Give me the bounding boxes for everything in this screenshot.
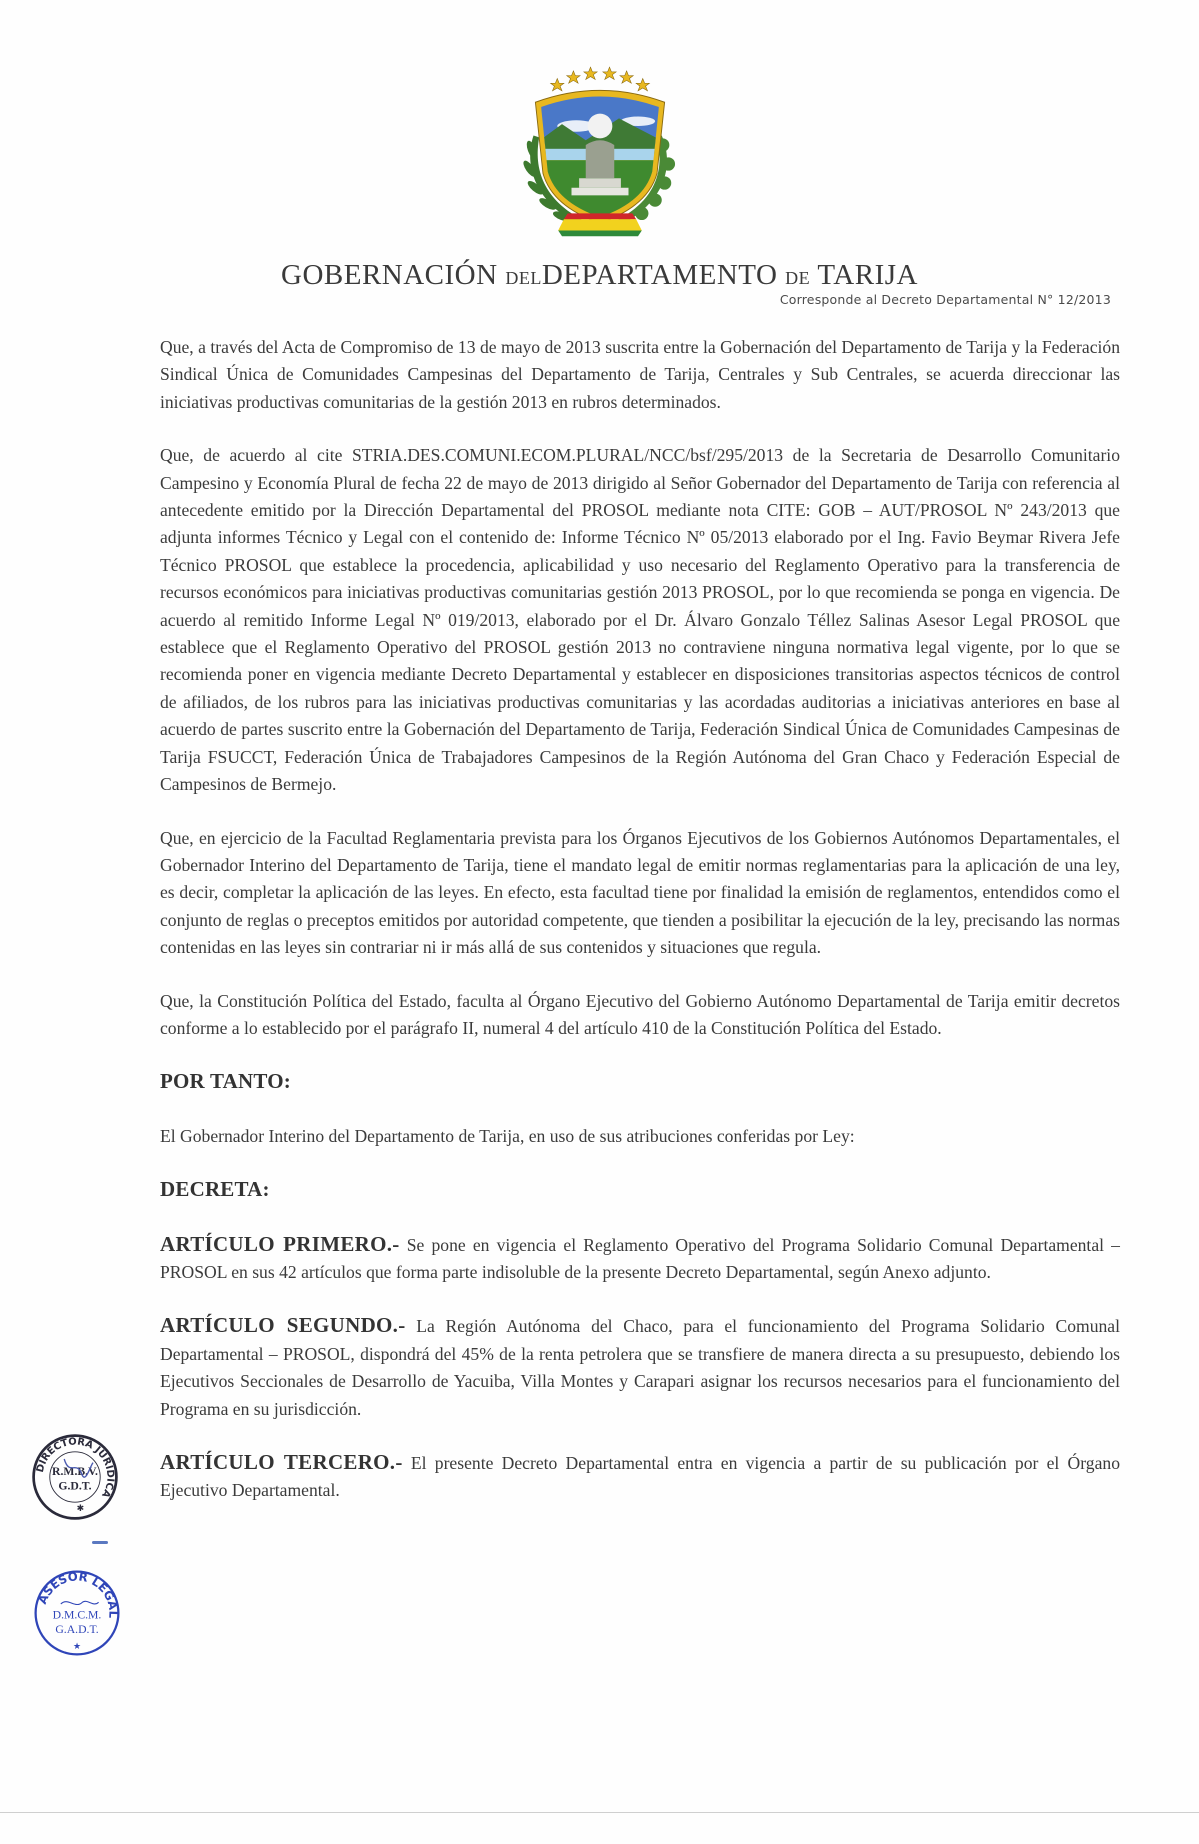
- title-part-2: DEPARTAMENTO: [541, 259, 778, 291]
- decree-reference: Corresponde al Decreto Departamental N° 12/2013: [779, 292, 1111, 307]
- title-part-1: GOBERNACIÓN: [281, 259, 498, 291]
- article-text: El presente Decreto Departamental entra en vigencia a partir de su publicación por el Órgano Ejecutivo Departamental.: [160, 1453, 1120, 1501]
- article-label: ARTÍCULO SEGUNDO.-: [160, 1313, 406, 1338]
- seal-directora-juridica-icon: [30, 1432, 120, 1522]
- article-label: ARTÍCULO PRIMERO.-: [160, 1231, 400, 1256]
- title-small-2: DE: [785, 268, 811, 288]
- article-text: Se pone en vigencia el Reglamento Operativo del Programa Solidario Comunal Departamental – PROSOL en sus 42 artículos que forma parte indisoluble de la presente Decreto Departamental, según Anexo adjunto.: [160, 1234, 1120, 1282]
- seal-asesor-legal-icon: [32, 1568, 122, 1658]
- coat-of-arms-icon: [505, 50, 695, 240]
- stars-icon: [551, 67, 650, 91]
- seal-line-2: G.D.T.: [58, 1479, 92, 1493]
- article-primero: [160, 1231, 1120, 1287]
- seal-line-1: R.M.B.V.: [52, 1465, 98, 1479]
- title-small-1: DEL: [505, 268, 542, 288]
- por-tanto-text: El Gobernador Interino del Departamento de Tarija, en uso de sus atribuciones conferidas por Ley:: [160, 1125, 855, 1146]
- article-label: ARTÍCULO TERCERO.-: [160, 1450, 403, 1474]
- article-segundo: [160, 1312, 1120, 1423]
- ribbon-icon: [558, 213, 642, 236]
- article-tercero: [160, 1449, 1120, 1505]
- page-edge-line: [0, 1812, 1199, 1813]
- seal-line-1: D.M.C.M.: [52, 1608, 102, 1622]
- document-body: [160, 334, 1120, 1531]
- paragraph: Que, a través del Acta de Compromiso de 13 de mayo de 2013 suscrita entre la Gobernación del Departamento de Tarija y la Federación Sindical Única de Comunidades Campesinas del Departamento de Tarija, Centrales y Sub Centrales, se acuerda direccionar las iniciativas productivas comunitarias de la gestión 2013 en rubros determinados.: [160, 337, 1120, 412]
- star-icon: ★: [72, 1641, 82, 1651]
- seal-ring-text: ASESOR LEGAL: [35, 1569, 121, 1619]
- paragraph: Que, de acuerdo al cite STRIA.DES.COMUNI.ECOM.PLURAL/NCC/bsf/295/2013 de la Secretaria de Desarrollo Comunitario Campesino y Economía Plural de fecha 22 de mayo de 2013 dirigido al Señor Gobernador del Departamento de Tarija con referencia al antecedente emitido por la Dirección Departamental del PROSOL mediante nota CITE: GOB – AUT/PROSOL Nº 243/2013 que adjunta informes Técnico y Legal con el contenido de: Informe Técnico Nº 05/2013 elaborado por el Ing. Favio Beymar Rivera Jefe Técnico PROSOL que establece la procedencia, aplicabilidad y uso necesario del Reglamento Operativo para la transferencia de recursos económicos para iniciativas productivas comunitarias gestión 2013 PROSOL, por lo que recomienda se ponga en vigencia. De acuerdo al remitido Informe Legal Nº 019/2013, elaborado por el Dr. Álvaro Gonzalo Téllez Salinas Asesor Legal PROSOL que establece que el Reglamento Operativo del PROSOL gestión 2013 no contraviene ninguna normativa legal vigente, por lo que se recomienda poner en vigencia mediante Decreto Departamental y establecer en disposiciones transitorias aspectos técnicos de control de afiliados, de los rubros para las iniciativas productivas comunitarias y las acordadas auditorias a iniciativas anteriores en base al acuerdo de partes suscrito entre la Gobernación del Departamento de Tarija, Federación Sindical Única de Comunidades Campesinas de Tarija FSUCCT, Federación Única de Trabajadores Campesinos de la Región Autónoma del Gran Chaco y Federación Especial de Campesinos de Bermejo.: [160, 445, 1120, 795]
- paragraph: Que, la Constitución Política del Estado, faculta al Órgano Ejecutivo del Gobierno Autónomo Departamental de Tarija emitir decretos conforme a lo establecido por el parágrafo II, numeral 4 del artículo 410 de la Constitución Política del Estado.: [160, 990, 1120, 1038]
- signature-icon: [61, 1601, 99, 1604]
- ink-mark: [92, 1541, 108, 1544]
- asterisk-icon: ✱: [76, 1503, 85, 1514]
- paragraph: Que, en ejercicio de la Facultad Reglamentaria prevista para los Órganos Ejecutivos de los Gobiernos Autónomos Departamentales, el Gobernador Interino del Departamento de Tarija, tiene el mandato legal de emitir normas reglamentarias para la aplicación de una ley, es decir, completar la aplicación de las leyes. En efecto, esta facultad tiene por finalidad la emisión de reglamentos, entendidos como el conjunto de reglas o preceptos emitidos por autoridad competente, que tienden a posibilitar la ejecución de la ley, precisando las normas contenidas en las leyes sin contrariar ni ir más allá de sus contenidos y situaciones que regula.: [160, 827, 1120, 958]
- por-tanto-heading: POR TANTO:: [160, 1069, 291, 1094]
- page-title: [0, 258, 1199, 295]
- seal-line-2: G.A.D.T.: [55, 1622, 99, 1636]
- title-part-3: TARIJA: [817, 259, 918, 291]
- article-text: La Región Autónoma del Chaco, para el funcionamiento del Programa Solidario Comunal Departamental – PROSOL, dispondrá del 45% de la renta petrolera que se transfiere de manera directa a su presupuesto, debiendo los Ejecutivos Seccionales de Desarrollo de Yacuiba, Villa Montes y Carapari asignar los recursos necesarios para el funcionamiento del Programa en su jurisdicción.: [160, 1316, 1120, 1419]
- decreta-heading: DECRETA:: [160, 1177, 270, 1202]
- seal-ring-text: DIRECTORA JURIDICA: [34, 1436, 116, 1500]
